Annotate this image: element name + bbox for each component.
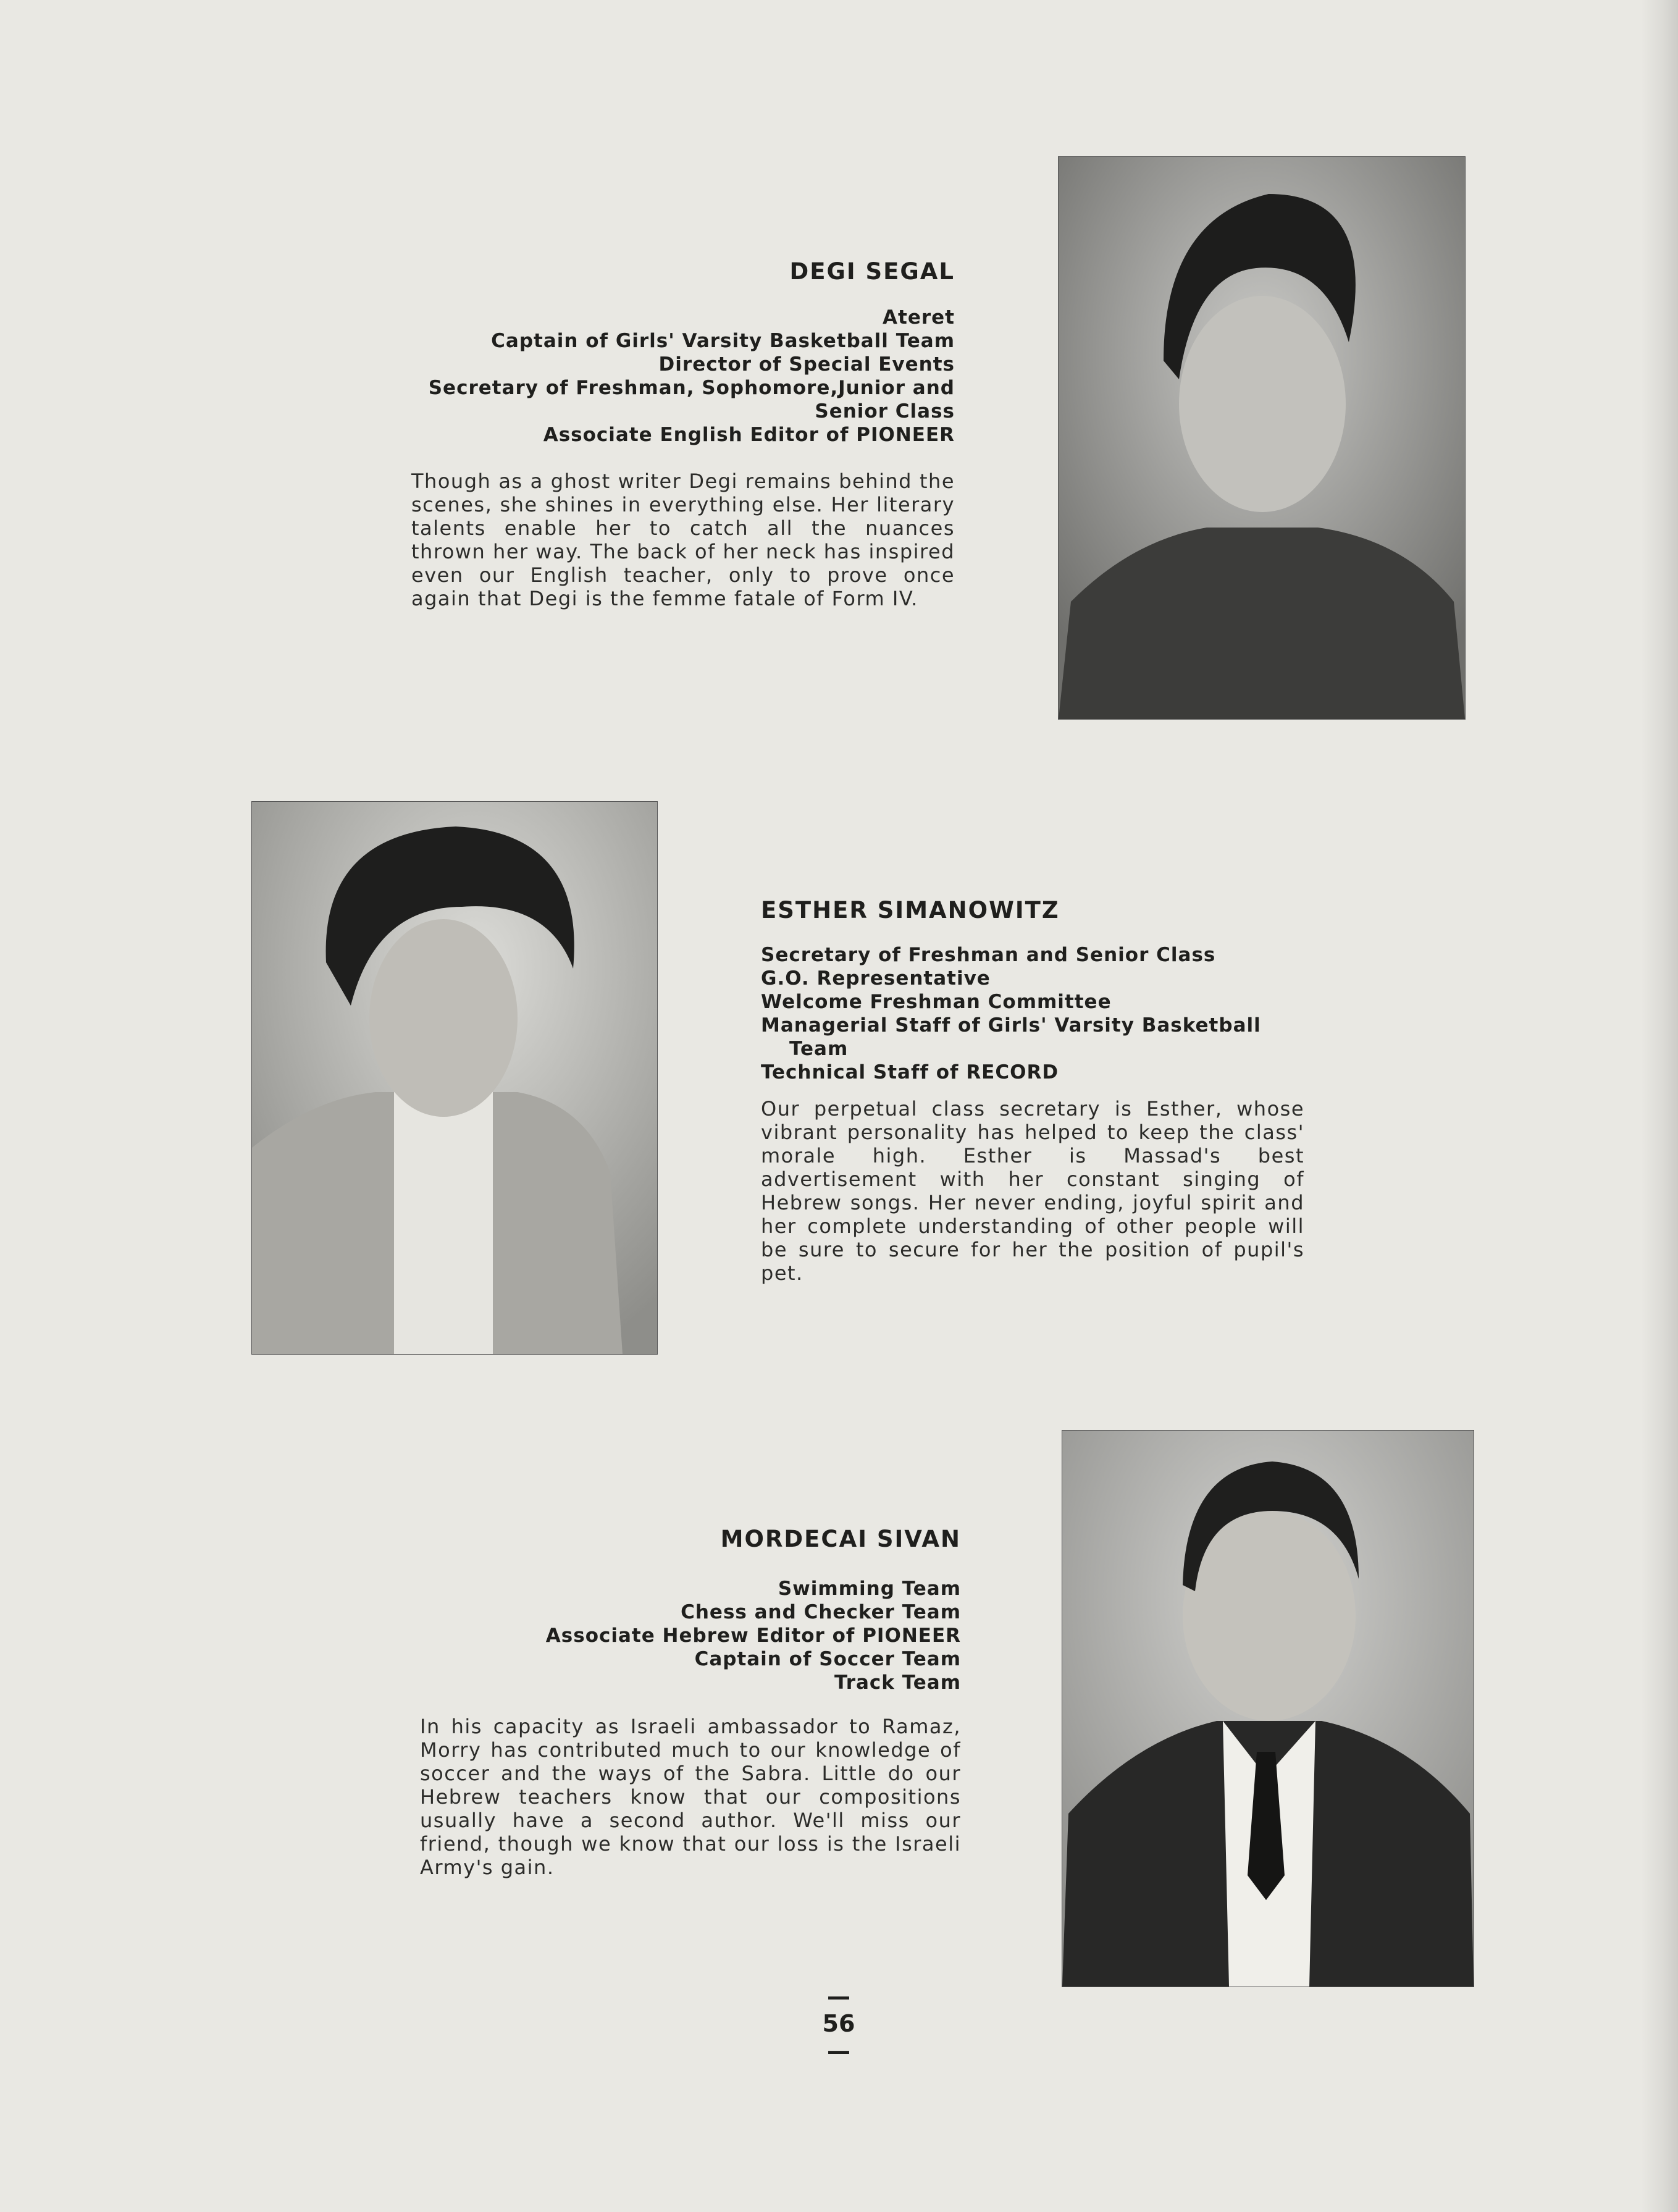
- activity-list: [395, 306, 955, 447]
- activity-item: Captain of Soccer Team: [694, 1648, 961, 1670]
- student-bio: Our perpetual class secretary is Esther, whose vibrant personality has helped to keep the class' morale high. Esther is Massad's best advertisement with her constant singing of Hebrew songs. Her never ending, joyful spirit and her complete understanding of other people will be sure to secure for her the position of pupil's pet.: [761, 1097, 1304, 1285]
- activity-item: Associate English Editor of PIONEER: [543, 424, 955, 446]
- page-number: — 56 —: [822, 1983, 855, 2064]
- activity-item: Director of Special Events: [658, 353, 955, 376]
- portrait-photo-esther-simanowitz: [252, 802, 657, 1354]
- page-edge-shadow: [1641, 0, 1678, 2212]
- student-name: DEGI SEGAL: [789, 258, 955, 285]
- activity-item: Secretary of Freshman and Senior Class: [761, 944, 1216, 966]
- activity-item: Track Team: [834, 1672, 961, 1694]
- activity-item: Ateret: [883, 306, 955, 329]
- activity-item: Swimming Team: [778, 1578, 961, 1600]
- activity-item: G.O. Representative: [761, 967, 991, 990]
- portrait-photo-degi-segal: [1059, 157, 1465, 719]
- activity-item: Technical Staff of RECORD: [761, 1061, 1059, 1083]
- activity-item: Captain of Girls' Varsity Basketball Team: [491, 330, 955, 352]
- student-block-mordecai-sivan: [405, 1526, 961, 1694]
- activity-list: [761, 943, 1304, 1084]
- portrait-photo-mordecai-sivan: [1062, 1431, 1474, 1987]
- activity-item: Chess and Checker Team: [681, 1601, 961, 1623]
- activity-item: Managerial Staff of Girls' Varsity Basketball: [761, 1014, 1261, 1037]
- activity-item: Team: [789, 1038, 849, 1060]
- student-block-degi-segal: [395, 258, 955, 447]
- activity-item: Associate Hebrew Editor of PIONEER: [545, 1625, 961, 1647]
- student-bio: In his capacity as Israeli ambassador to Ramaz, Morry has contributed much to our knowledge of soccer and the ways of the Sabra. Little do our Hebrew teachers know that our compositions usually have a second author. We'll miss our friend, though we know that our loss is the Israeli Army's gain.: [420, 1715, 961, 1879]
- student-bio: Though as a ghost writer Degi remains behind the scenes, she shines in everything else. Her literary talents enable her to catch all the nuances thrown her way. The back of her neck has inspired even our English teacher, only to prove once again that Degi is the femme fatale of Form IV.: [411, 469, 955, 610]
- activity-item: Senior Class: [815, 400, 955, 423]
- student-block-esther-simanowitz: [761, 897, 1304, 1084]
- student-name: MORDECAI SIVAN: [720, 1526, 961, 1552]
- student-name: ESTHER SIMANOWITZ: [761, 897, 1060, 923]
- activity-item: Secretary of Freshman, Sophomore,Junior and: [428, 377, 955, 399]
- activity-item: Welcome Freshman Committee: [761, 991, 1112, 1013]
- activity-list: [405, 1577, 961, 1694]
